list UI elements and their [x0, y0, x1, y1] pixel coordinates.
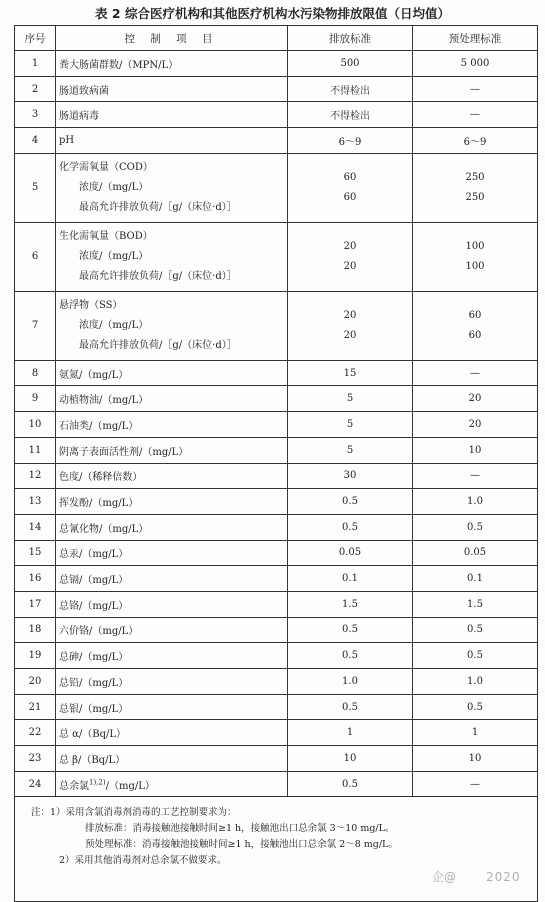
- row-number: 16: [15, 566, 56, 592]
- row-discharge-standard: 15: [288, 360, 413, 386]
- row-item: 肠道致病菌: [56, 76, 288, 102]
- row-discharge-standard: 0.5: [288, 643, 413, 669]
- row-pretreatment-standard: 1.5: [413, 591, 538, 617]
- row-discharge-standard: 0.5: [288, 771, 413, 797]
- row-number: 17: [15, 591, 56, 617]
- row-item: 色度/（稀释倍数）: [56, 463, 288, 489]
- row-item: 总 α/（Bq/L）: [56, 720, 288, 746]
- row-discharge-standard: [288, 222, 413, 291]
- row-pretreatment-standard: [413, 222, 538, 291]
- table-row: [15, 720, 538, 746]
- row-number: 14: [15, 514, 56, 540]
- row-number: 21: [15, 694, 56, 720]
- item-heading: 悬浮物（SS）: [59, 299, 123, 311]
- pre-load: 100: [465, 260, 485, 272]
- row-pretreatment-standard: 0.1: [413, 566, 538, 592]
- item-unit: /（mg/L）: [105, 780, 155, 792]
- row-number: 2: [15, 76, 56, 102]
- row-discharge-standard: 不得检出: [288, 76, 413, 102]
- pre-concentration: 60: [468, 309, 482, 321]
- row-pretreatment-standard: —: [413, 76, 538, 102]
- row-pretreatment-standard: —: [413, 463, 538, 489]
- header-pretreatment-standard: 预处理标准: [413, 26, 538, 51]
- row-item: pH: [56, 128, 288, 154]
- row-number: 12: [15, 463, 56, 489]
- row-discharge-standard: 0.1: [288, 566, 413, 592]
- std-load: 20: [343, 260, 357, 272]
- watermark-year: 2020: [486, 870, 521, 884]
- table-title: 表 2 综合医疗机构和其他医疗机构水污染物排放限值（日均值）: [95, 6, 450, 21]
- table-row: [15, 514, 538, 540]
- table-row: [15, 669, 538, 695]
- row-item: 总砷/（mg/L）: [56, 643, 288, 669]
- row-number: 20: [15, 669, 56, 695]
- header-no: 序号: [15, 26, 56, 51]
- row-pretreatment-standard: 1: [413, 720, 538, 746]
- row-item: [56, 222, 288, 291]
- std-load: 20: [343, 329, 357, 341]
- row-discharge-standard: 5: [288, 437, 413, 463]
- row-number: 19: [15, 643, 56, 669]
- table-row: [15, 222, 538, 291]
- item-concentration: 浓度/（mg/L）: [79, 250, 149, 262]
- row-item: 总氰化物/（mg/L）: [56, 514, 288, 540]
- std-load: 60: [343, 191, 357, 203]
- row-discharge-standard: [288, 153, 413, 222]
- row-pretreatment-standard: 6～9: [413, 128, 538, 154]
- item-concentration: 浓度/（mg/L）: [79, 181, 149, 193]
- header-discharge-standard: 排放标准: [288, 26, 413, 51]
- row-item: 挥发酚/（mg/L）: [56, 489, 288, 515]
- note-1: 注：1）采用含氯消毒剂消毒的工艺控制要求为：: [31, 807, 237, 819]
- row-number: 1: [15, 51, 56, 77]
- watermark: [432, 868, 521, 885]
- row-discharge-standard: 0.5: [288, 617, 413, 643]
- row-pretreatment-standard: [413, 291, 538, 360]
- row-discharge-standard: 5: [288, 412, 413, 438]
- table-row: [15, 76, 538, 102]
- table-row: [15, 771, 538, 797]
- table-row: [15, 153, 538, 222]
- note-1a: 排放标准：消毒接触池接触时间≥1 h，接触池出口总余氯 3～10 mg/L。: [85, 823, 395, 835]
- row-item: 动植物油/（mg/L）: [56, 386, 288, 412]
- row-item: 肠道病毒: [56, 102, 288, 128]
- row-pretreatment-standard: —: [413, 360, 538, 386]
- row-item: [56, 771, 288, 797]
- pre-load: 250: [465, 191, 485, 203]
- notes-row: [15, 797, 538, 902]
- row-item: 石油类/（mg/L）: [56, 412, 288, 438]
- note-1b: 预处理标准：消毒接触池接触时间≥1 h，接触池出口总余氯 2～8 mg/L。: [85, 839, 398, 851]
- row-pretreatment-standard: 5 000: [413, 51, 538, 77]
- row-pretreatment-standard: —: [413, 102, 538, 128]
- row-number: 23: [15, 746, 56, 772]
- watermark-icon: 企@: [432, 870, 457, 884]
- row-item: 总镉/（mg/L）: [56, 566, 288, 592]
- row-pretreatment-standard: 0.5: [413, 617, 538, 643]
- table-row: [15, 386, 538, 412]
- row-discharge-standard: 0.5: [288, 514, 413, 540]
- row-discharge-standard: 10: [288, 746, 413, 772]
- std-concentration: 20: [343, 240, 357, 252]
- table-row: [15, 746, 538, 772]
- table-row: [15, 463, 538, 489]
- row-pretreatment-standard: —: [413, 771, 538, 797]
- row-discharge-standard: 0.05: [288, 540, 413, 566]
- row-number: 7: [15, 291, 56, 360]
- table-row: [15, 291, 538, 360]
- row-number: 13: [15, 489, 56, 515]
- row-pretreatment-standard: [413, 153, 538, 222]
- item-main: 总余氯: [59, 780, 89, 792]
- std-concentration: 20: [343, 309, 357, 321]
- row-number: 3: [15, 102, 56, 128]
- row-item: 粪大肠菌群数/（MPN/L）: [56, 51, 288, 77]
- row-number: 6: [15, 222, 56, 291]
- row-item: 氨氮/（mg/L）: [56, 360, 288, 386]
- row-discharge-standard: [288, 291, 413, 360]
- table-row: [15, 566, 538, 592]
- table-row: [15, 128, 538, 154]
- table-header-row: [15, 26, 538, 51]
- row-item: 总铅/（mg/L）: [56, 669, 288, 695]
- table-row: [15, 51, 538, 77]
- row-pretreatment-standard: 0.5: [413, 643, 538, 669]
- row-pretreatment-standard: 0.05: [413, 540, 538, 566]
- notes-cell: [15, 797, 538, 902]
- row-number: 8: [15, 360, 56, 386]
- row-item: [56, 291, 288, 360]
- table-row: [15, 412, 538, 438]
- row-number: 5: [15, 153, 56, 222]
- table-row: [15, 617, 538, 643]
- emission-limits-table: [14, 25, 538, 902]
- row-item: 总汞/（mg/L）: [56, 540, 288, 566]
- row-discharge-standard: 1.5: [288, 591, 413, 617]
- table-row: [15, 437, 538, 463]
- row-item: 总铬/（mg/L）: [56, 591, 288, 617]
- row-number: 15: [15, 540, 56, 566]
- row-discharge-standard: 1: [288, 720, 413, 746]
- item-load: 最高允许排放负荷/［g/（床位·d）］: [79, 339, 237, 351]
- row-item: 总银/（mg/L）: [56, 694, 288, 720]
- row-number: 11: [15, 437, 56, 463]
- row-pretreatment-standard: 10: [413, 746, 538, 772]
- std-concentration: 60: [343, 171, 357, 183]
- table-row: [15, 360, 538, 386]
- row-pretreatment-standard: 10: [413, 437, 538, 463]
- row-number: 24: [15, 771, 56, 797]
- row-discharge-standard: 0.5: [288, 694, 413, 720]
- row-number: 18: [15, 617, 56, 643]
- row-discharge-standard: 0.5: [288, 489, 413, 515]
- row-pretreatment-standard: 1.0: [413, 489, 538, 515]
- table-row: [15, 643, 538, 669]
- row-discharge-standard: 不得检出: [288, 102, 413, 128]
- row-item: 总 β/（Bq/L）: [56, 746, 288, 772]
- header-item: 控 制 项 目: [56, 26, 288, 51]
- row-pretreatment-standard: 20: [413, 412, 538, 438]
- table-row: [15, 489, 538, 515]
- row-discharge-standard: 30: [288, 463, 413, 489]
- row-pretreatment-standard: 0.5: [413, 514, 538, 540]
- pre-load: 60: [468, 329, 482, 341]
- item-heading: 化学需氧量（COD）: [59, 161, 153, 173]
- row-number: 22: [15, 720, 56, 746]
- row-discharge-standard: 6～9: [288, 128, 413, 154]
- item-load: 最高允许排放负荷/［g/（床位·d）］: [79, 201, 237, 213]
- row-item: 阴离子表面活性剂/（mg/L）: [56, 437, 288, 463]
- pre-concentration: 100: [465, 240, 485, 252]
- row-pretreatment-standard: 0.5: [413, 694, 538, 720]
- row-pretreatment-standard: 20: [413, 386, 538, 412]
- item-concentration: 浓度/（mg/L）: [79, 319, 149, 331]
- row-pretreatment-standard: 1.0: [413, 669, 538, 695]
- row-discharge-standard: 500: [288, 51, 413, 77]
- note-2: 2）采用其他消毒剂对总余氯不做要求。: [59, 855, 227, 867]
- row-number: 10: [15, 412, 56, 438]
- row-discharge-standard: 1.0: [288, 669, 413, 695]
- table-row: [15, 591, 538, 617]
- item-load: 最高允许排放负荷/［g/（床位·d）］: [79, 270, 237, 282]
- table-row: [15, 102, 538, 128]
- item-footnote-ref: 1),2): [89, 778, 106, 787]
- row-item: 六价铬/（mg/L）: [56, 617, 288, 643]
- item-heading: 生化需氧量（BOD）: [59, 230, 153, 242]
- pre-concentration: 250: [465, 171, 485, 183]
- table-row: [15, 540, 538, 566]
- table-row: [15, 694, 538, 720]
- row-number: 9: [15, 386, 56, 412]
- row-number: 4: [15, 128, 56, 154]
- row-discharge-standard: 5: [288, 386, 413, 412]
- row-item: [56, 153, 288, 222]
